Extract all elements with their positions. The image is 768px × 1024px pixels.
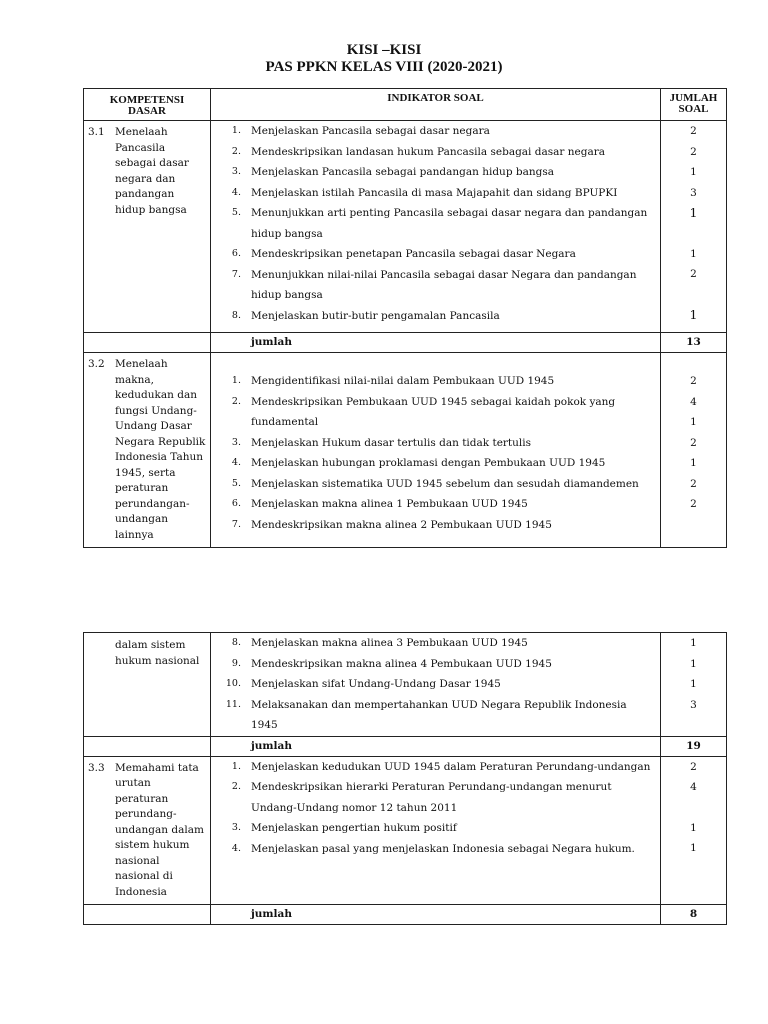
kd-number: 3.2 xyxy=(88,358,105,370)
table-row xyxy=(84,633,727,737)
item-count: 1 xyxy=(690,657,697,670)
list-item xyxy=(211,162,660,183)
item-number: 4. xyxy=(231,457,241,468)
item-text: Mendeskripsikan landasan hukum Pancasila sebagai dasar negara xyxy=(251,145,605,158)
item-count: 1 xyxy=(690,457,697,469)
indicator-list-3-2-continued xyxy=(211,633,661,737)
count-list-3-2-continued xyxy=(661,633,727,737)
list-item xyxy=(211,433,660,454)
kd-text: Menelaah Pancasila sebagai dasar negara dan pandangan hidup bangsa xyxy=(115,126,189,216)
count-list-3-1 xyxy=(661,121,727,333)
list-item xyxy=(211,203,660,244)
item-text: Menjelaskan sifat Undang-Undang Dasar 1945 xyxy=(251,678,501,690)
kisi-table-part-1 xyxy=(83,88,727,548)
item-number: 7. xyxy=(231,268,241,280)
item-text: Mendeskripsikan penetapan Pancasila sebagai dasar Negara xyxy=(251,248,576,260)
item-text: Mengidentifikasi nilai-nilai dalam Pembukaan UUD 1945 xyxy=(251,375,555,387)
item-count: 2 xyxy=(690,436,697,449)
indicator-list-3-1 xyxy=(211,121,661,333)
list-item xyxy=(211,818,660,839)
list-item xyxy=(211,777,660,818)
item-number: 1. xyxy=(231,375,241,386)
list-item xyxy=(211,121,660,142)
total-row-3-1 xyxy=(84,333,727,353)
list-item xyxy=(211,392,660,433)
list-item xyxy=(211,371,660,392)
item-count: 2 xyxy=(690,268,697,280)
header-jumlah-soal xyxy=(661,89,727,121)
header-indikator-soal xyxy=(211,89,661,121)
kd-number: 3.3 xyxy=(88,761,105,774)
item-number: 2. xyxy=(231,145,241,157)
item-text: Mendeskripsikan hierarki Peraturan Perundang-undangan menurut Undang-Undang nomor 12 tahun 2011 xyxy=(251,781,612,814)
list-item xyxy=(211,306,660,327)
item-text: Mendeskripsikan makna alinea 2 Pembukaan UUD 1945 xyxy=(251,518,552,531)
indicator-list-3-3 xyxy=(211,756,661,905)
count-list-3-3 xyxy=(661,756,727,905)
kd-text: Menelaah makna, kedudukan dan fungsi Undang-Undang Dasar Negara Republik Indonesia Tahun 1945, serta peraturan perundangan-undangan lainnya xyxy=(115,358,206,541)
item-text: Menjelaskan makna alinea 3 Pembukaan UUD 1945 xyxy=(251,637,528,649)
table-row xyxy=(84,353,727,548)
kd-cell-3-1 xyxy=(84,121,211,333)
item-number: 11. xyxy=(225,698,241,710)
item-number: 9. xyxy=(231,657,241,669)
item-number: 3. xyxy=(231,436,241,448)
item-count: 2 xyxy=(690,477,697,490)
header-jumlah-label: JUMLAH SOAL xyxy=(669,92,718,115)
item-count: 3 xyxy=(690,698,697,711)
item-text: Menjelaskan Pancasila sebagai dasar negara xyxy=(251,125,490,137)
list-item xyxy=(211,494,660,515)
item-text: Menjelaskan Hukum dasar tertulis dan tidak tertulis xyxy=(251,436,532,449)
item-number: 10. xyxy=(225,678,241,689)
item-number: 2. xyxy=(231,781,241,792)
item-text: Menunjukkan arti penting Pancasila sebagai dasar negara dan pandangan hidup bangsa xyxy=(251,207,648,240)
item-count: 2 xyxy=(690,145,697,158)
item-count: 1 xyxy=(690,678,697,690)
item-number: 2. xyxy=(231,395,241,407)
item-count: 1 xyxy=(690,842,697,854)
item-number: 3. xyxy=(231,166,241,177)
document-title: KISI –KISI xyxy=(346,42,422,58)
item-count: 3 xyxy=(690,186,697,199)
item-count: 2 xyxy=(690,375,697,387)
item-text: Menjelaskan hubungan proklamasi dengan Pembukaan UUD 1945 xyxy=(251,457,606,469)
item-number: 6. xyxy=(231,248,241,259)
item-text: Menjelaskan sistematika UUD 1945 sebelum dan sesudah diamandemen xyxy=(251,477,639,490)
kd-number: 3.1 xyxy=(88,126,105,138)
total-value: 13 xyxy=(661,333,727,353)
list-item xyxy=(211,515,660,536)
total-row-3-3 xyxy=(84,905,727,925)
header-kd-label: KOMPETENSI DASAR xyxy=(109,94,185,117)
item-count: 1 xyxy=(690,821,697,834)
item-text: Menjelaskan kedudukan UUD 1945 dalam Peraturan Perundang-undangan xyxy=(251,760,651,773)
table-header-row xyxy=(84,89,727,121)
item-count: 1 xyxy=(690,166,697,178)
header-indikator-label: INDIKATOR SOAL xyxy=(387,92,484,104)
item-count: 4 xyxy=(690,395,697,408)
total-label: jumlah xyxy=(211,905,661,925)
item-number: 1. xyxy=(231,760,241,772)
list-item xyxy=(211,674,660,695)
item-text: Melaksanakan dan mempertahankan UUD Negara Republik Indonesia 1945 xyxy=(251,698,627,731)
kd-text: Memahami tata urutan peraturan perundang-undangan dalam sistem hukum nasional nasional di Indonesia xyxy=(115,761,204,898)
item-count: 4 xyxy=(690,781,697,793)
item-text: Mendeskripsikan makna alinea 4 Pembukaan UUD 1945 xyxy=(251,657,552,670)
table-row xyxy=(84,756,727,905)
kd-cell-3-3 xyxy=(84,756,211,905)
item-number: 1. xyxy=(231,125,241,136)
list-item xyxy=(211,757,660,778)
item-number: 6. xyxy=(231,498,241,509)
item-number: 8. xyxy=(231,309,241,321)
table-row xyxy=(84,121,727,333)
item-text: Menjelaskan Pancasila sebagai pandangan hidup bangsa xyxy=(251,166,554,178)
kd-cell-3-2-continued xyxy=(84,633,211,737)
list-item xyxy=(211,244,660,265)
list-item xyxy=(211,633,660,654)
item-text: Mendeskripsikan Pembukaan UUD 1945 sebagai kaidah pokok yang fundamental xyxy=(251,395,616,428)
item-count: 2 xyxy=(690,760,697,773)
list-item xyxy=(211,453,660,474)
item-count: 2 xyxy=(690,125,697,137)
list-item xyxy=(211,654,660,675)
item-text: Menjelaskan pengertian hukum positif xyxy=(251,822,457,834)
item-number: 7. xyxy=(231,518,241,530)
item-count: 1 xyxy=(690,637,697,649)
item-count: 2 xyxy=(690,498,697,510)
item-number: 8. xyxy=(231,637,241,648)
count-list-3-2 xyxy=(661,353,727,548)
total-value: 8 xyxy=(661,905,727,925)
list-item xyxy=(211,839,660,860)
list-item xyxy=(211,474,660,495)
item-number: 4. xyxy=(231,842,241,854)
item-number: 3. xyxy=(231,822,241,833)
item-text: Menjelaskan pasal yang menjelaskan Indonesia sebagai Negara hukum. xyxy=(251,842,635,855)
item-count: 1 xyxy=(689,306,698,322)
list-item xyxy=(211,183,660,204)
total-label: jumlah xyxy=(211,736,661,756)
list-item xyxy=(211,142,660,163)
item-text: Menjelaskan makna alinea 1 Pembukaan UUD 1945 xyxy=(251,498,528,510)
kd-text-continued: dalam sistem hukum nasional xyxy=(115,639,200,667)
header-kompetensi-dasar xyxy=(84,89,211,121)
list-item xyxy=(211,695,660,736)
indicator-list-3-2 xyxy=(211,353,661,548)
total-value: 19 xyxy=(661,736,727,756)
item-count: 1 xyxy=(690,247,697,260)
kd-cell-3-2 xyxy=(84,353,211,548)
item-count: 1 xyxy=(689,205,698,220)
item-number: 5. xyxy=(231,207,241,218)
total-label: jumlah xyxy=(211,333,661,353)
item-number: 4. xyxy=(231,186,241,198)
item-count: 1 xyxy=(690,416,697,428)
list-item xyxy=(211,265,660,306)
item-text: Menjelaskan butir-butir pengamalan Pancasila xyxy=(251,309,500,322)
document-subtitle: PAS PPKN KELAS VIII (2020-2021) xyxy=(265,59,503,75)
item-text: Menunjukkan nilai-nilai Pancasila sebagai dasar Negara dan pandangan hidup bangsa xyxy=(251,268,637,301)
kisi-table-part-2 xyxy=(83,632,727,925)
item-number: 5. xyxy=(231,477,241,489)
item-text: Menjelaskan istilah Pancasila di masa Majapahit dan sidang BPUPKI xyxy=(251,186,618,199)
total-row-3-2 xyxy=(84,736,727,756)
